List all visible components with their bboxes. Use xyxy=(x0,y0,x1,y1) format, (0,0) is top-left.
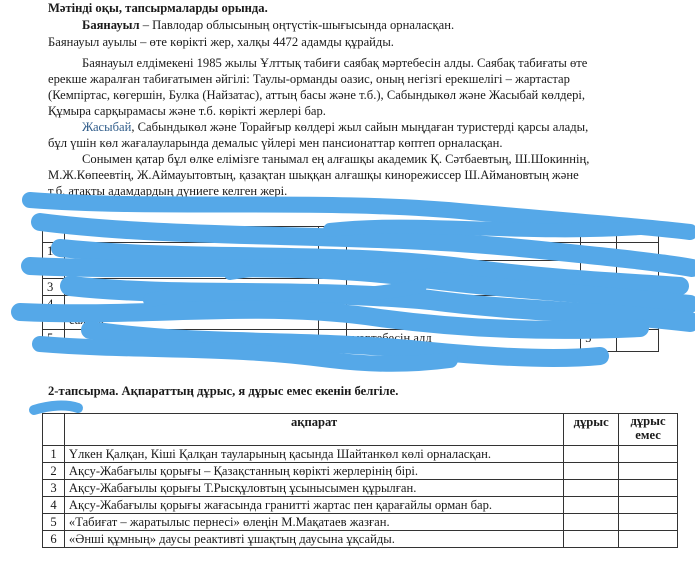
statement-cell: Ақсу-Жабағылы қорығы жағасында гранитті жартас пен қарағайлы орман бар. xyxy=(64,497,563,514)
false-checkbox-cell[interactable] xyxy=(619,497,678,514)
row-number: 3 xyxy=(43,279,65,296)
table-row xyxy=(43,514,678,531)
mid-cell: д xyxy=(319,296,347,330)
paragraph-2-line-4: Құмыра сарқырамасы және т.б. көрікті жерлері бар. xyxy=(48,104,326,118)
table-row xyxy=(43,261,659,279)
right-cell: мәртебесін алд xyxy=(347,330,581,352)
true-checkbox-cell[interactable] xyxy=(564,531,619,548)
task2-title: 2-тапсырма. Ақпараттың дұрыс, я дұрыс емес екенін белгіле. xyxy=(48,384,399,398)
statement-cell: Ақсу-Жабағылы қорығы – Қазақстанның көрікті жерлерінің бірі. xyxy=(64,463,563,480)
instruction-heading xyxy=(48,0,268,16)
false-checkbox-cell[interactable] xyxy=(619,446,678,463)
row-number: 1 xyxy=(43,446,65,463)
para1-title: Баянауыл xyxy=(82,18,140,32)
paragraph-2-line-3: (Кемпіртас, көгершін, Булка (Найзатас), аттың басы және т.б.), Сабындыкөл және Жасыбай көлдері, xyxy=(48,88,586,102)
header-true: дұрыс xyxy=(564,414,619,446)
table-row xyxy=(43,463,678,480)
statement-cell: Үлкен Қалқан, Кіші Қалқан тауларының қасында Шайтанкөл көлі орналасқан. xyxy=(64,446,563,463)
paragraph-4-line-1: Сонымен қатар бұл өлке елімізге танымал ең алғашқы академик Қ. Сәтбаевтың, Ш.Шокиннің, xyxy=(82,152,590,166)
header-info: ақпарат xyxy=(64,414,563,446)
task1-table-header-row xyxy=(43,227,659,243)
false-checkbox-cell[interactable] xyxy=(619,514,678,531)
para3-line1-rest: , Сабындыкөл және Торайғыр көлдері жыл сайын мыңдаған туристерді қарсы алады, xyxy=(131,120,589,134)
paragraph-4-line-2: М.Ж.Көпеевтің, Ж.Аймауытовтың, қазақтан шыққан алғашқы кинорежиссер Ш.Аймановтың және xyxy=(48,168,579,182)
row-number: 2 xyxy=(43,463,65,480)
statement-cell: Ақсу-Жабағылы қорығы Т.Рысқұловтың ұсынысымен құрылған. xyxy=(64,480,563,497)
table-row xyxy=(43,480,678,497)
mid-cell: е xyxy=(319,330,347,352)
statement-cell: «Табиғат – жаратылыс пернесі» өлеңін М.Мақатаев жазған. xyxy=(64,514,563,531)
row-number: 4 xyxy=(43,296,65,330)
task2-heading xyxy=(48,383,398,399)
left-cell: саябақ xyxy=(68,313,105,327)
scribble-stroke xyxy=(34,406,78,410)
statement-cell: «Әнші құмның» даусы реактивті ұшақтың даусына ұқсайды. xyxy=(64,531,563,548)
paragraph-2-line-1: Баянауыл елдімекені 1985 жылы Ұлттық табиғи саябақ мәртебесін алды. Саябақ табиғаты өте xyxy=(82,56,588,70)
table-row xyxy=(43,531,678,548)
task2-table xyxy=(42,413,678,548)
table-row xyxy=(43,279,659,296)
true-checkbox-cell[interactable] xyxy=(564,497,619,514)
row-number: 2 xyxy=(43,261,65,279)
true-checkbox-cell[interactable] xyxy=(564,480,619,497)
row-number: 1 xyxy=(43,243,65,261)
table-row xyxy=(43,243,659,261)
para1-rest: – Павлодар облысының оңтүстік-шығысында орналасқан. xyxy=(139,18,455,32)
header-false-line-1: дұрыс xyxy=(630,414,666,428)
row-number: 5 xyxy=(43,514,65,531)
true-checkbox-cell[interactable] xyxy=(564,463,619,480)
true-checkbox-cell[interactable] xyxy=(564,514,619,531)
task1-table xyxy=(42,226,659,352)
row-number: 6 xyxy=(43,531,65,548)
left-cell: Баянау xyxy=(64,243,319,261)
table-row xyxy=(43,296,659,330)
paragraph-3-line-2: бұл үшін көл жағалауларында демалыс үйлері мен пансионаттар көптеп орналасқан. xyxy=(48,136,503,150)
instruction-text: Мәтінді оқы, тапсырмаларды орында. xyxy=(48,1,268,15)
row-number: 4 xyxy=(43,497,65,514)
header-false xyxy=(619,414,678,446)
score-cell: 5 xyxy=(581,330,617,352)
table-row xyxy=(43,497,678,514)
paragraph-4-line-3: т.б. атақты адамдардың дүниеге келген жері. xyxy=(48,184,288,198)
true-checkbox-cell[interactable] xyxy=(564,446,619,463)
false-checkbox-cell[interactable] xyxy=(619,463,678,480)
score-cell: 3 xyxy=(581,279,617,296)
row-number: 5 xyxy=(43,330,65,352)
task2-table-header xyxy=(43,414,678,446)
paragraph-1-line-1 xyxy=(82,17,454,33)
header-false-line-2: емес xyxy=(635,428,661,442)
paragraph-1-line-2: Баянауыл ауылы – өте көрікті жер, халқы 4472 адамды құрайды. xyxy=(48,35,394,49)
paragraph-3-line-1 xyxy=(82,119,588,135)
table-row xyxy=(43,446,678,463)
false-checkbox-cell[interactable] xyxy=(619,531,678,548)
paragraph-2-line-2: ерекше жаралған табиғатымен әйгілі: Таулы-орманды оазис, оның негізгі ерекшелігі – жартастар xyxy=(48,72,570,86)
row-number: 3 xyxy=(43,480,65,497)
table-row xyxy=(43,330,659,352)
para3-highlight-word: Жасыбай xyxy=(82,120,132,134)
false-checkbox-cell[interactable] xyxy=(619,480,678,497)
